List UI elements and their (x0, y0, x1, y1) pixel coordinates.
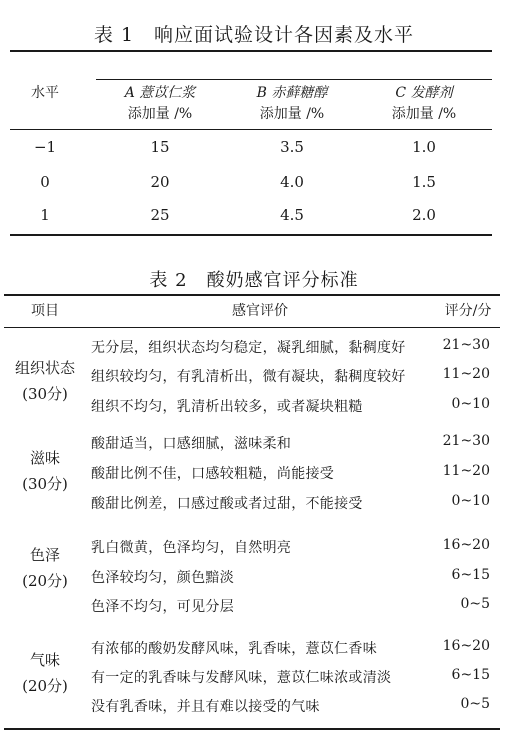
criterion-score: 16~20 (442, 537, 490, 553)
criterion-score: 0~10 (451, 396, 490, 412)
table1-bottom-rule (10, 234, 492, 236)
table1-row-value-b: 4.0 (280, 173, 304, 191)
table1-factor-c-unit: 添加量 /% (391, 106, 457, 122)
criterion-score: 0~5 (460, 596, 490, 612)
criterion-text: 乳白微黄，色泽均匀，自然明亮 (91, 540, 292, 556)
table1-row-value-a: 25 (150, 206, 170, 224)
criterion-score: 21~30 (442, 433, 490, 449)
criterion-score: 16~20 (442, 638, 490, 654)
criterion-text: 酸甜适当，口感细腻，滋味柔和 (91, 436, 292, 452)
table1-row-value-c: 2.0 (412, 206, 436, 224)
criterion-text: 酸甜比例不佳，口感较粗糙，尚能接受 (91, 466, 335, 482)
table1-row-value-c: 1.0 (412, 138, 436, 156)
criterion-score: 6~15 (451, 567, 490, 583)
table1-factor-b-unit: 添加量 /% (259, 106, 325, 122)
table1-row-value-a: 15 (150, 138, 170, 156)
table1-factor-a-unit: 添加量 /% (127, 106, 193, 122)
criterion-text: 有一定的乳香味与发酵风味，薏苡仁味浓或清淡 (91, 670, 392, 686)
table2-top-rule (4, 294, 500, 296)
table1-factor-rule (96, 79, 492, 80)
criterion-score: 0~10 (451, 493, 490, 509)
table1-title: 表 1 响应面试验设计各因素及水平 (93, 24, 415, 46)
criterion-score: 6~15 (451, 667, 490, 683)
criterion-score: 0~5 (460, 696, 490, 712)
criterion-score: 11~20 (442, 463, 490, 479)
table1-header-rule (10, 129, 492, 130)
table2-header-rule (4, 327, 500, 328)
criterion-text: 组织不均匀，乳清析出较多，或者凝块粗糙 (91, 399, 363, 415)
criterion-text: 有浓郁的酸奶发酵风味，乳香味，薏苡仁香味 (91, 641, 377, 657)
table1-factor-c-name: C 发酵剂 (395, 85, 453, 101)
criterion-text: 无分层，组织状态均匀稳定，凝乳细腻，黏稠度好 (91, 340, 406, 356)
table1-factor-a-name: A 薏苡仁浆 (124, 85, 196, 101)
criterion-score: 21~30 (442, 337, 490, 353)
criterion-text: 酸甜比例差，口感过酸或者过甜，不能接受 (91, 496, 363, 512)
group-points: (30分) (22, 475, 68, 493)
table2-bottom-rule (4, 728, 500, 730)
table1-row-level: −1 (33, 138, 57, 156)
table1-row-level: 1 (40, 206, 50, 224)
criterion-text: 组织较均匀，有乳清析出，微有凝块，黏稠度较好 (91, 369, 406, 385)
table1-row-value-c: 1.5 (412, 173, 436, 191)
group-points: (20分) (22, 572, 68, 590)
table2-title: 表 2 酸奶感官评分标准 (149, 270, 359, 291)
table1-level-header: 水平 (31, 85, 59, 101)
table1-factor-b-name: B 赤藓糖醇 (256, 85, 328, 101)
group-name: 组织状态 (14, 359, 75, 377)
criterion-text: 色泽较均匀，颜色黯淡 (91, 570, 234, 586)
group-name: 气味 (29, 651, 60, 669)
criterion-text: 色泽不均匀，可见分层 (91, 599, 234, 615)
table2-header-evaluation: 感官评价 (232, 303, 288, 319)
table1-row-value-b: 4.5 (280, 206, 304, 224)
group-points: (30分) (22, 385, 68, 403)
table2-header-item: 项目 (31, 303, 59, 319)
table1-top-rule (10, 50, 492, 52)
table2-header-score: 评分/分 (444, 303, 492, 319)
group-points: (20分) (22, 677, 68, 695)
group-name: 色泽 (29, 546, 60, 564)
table1-row-value-a: 20 (150, 173, 170, 191)
table1-row-level: 0 (40, 173, 50, 191)
group-name: 滋味 (29, 449, 60, 467)
table1-row-value-b: 3.5 (280, 138, 304, 156)
criterion-text: 没有乳香味，并且有难以接受的气味 (91, 699, 320, 715)
criterion-score: 11~20 (442, 366, 490, 382)
